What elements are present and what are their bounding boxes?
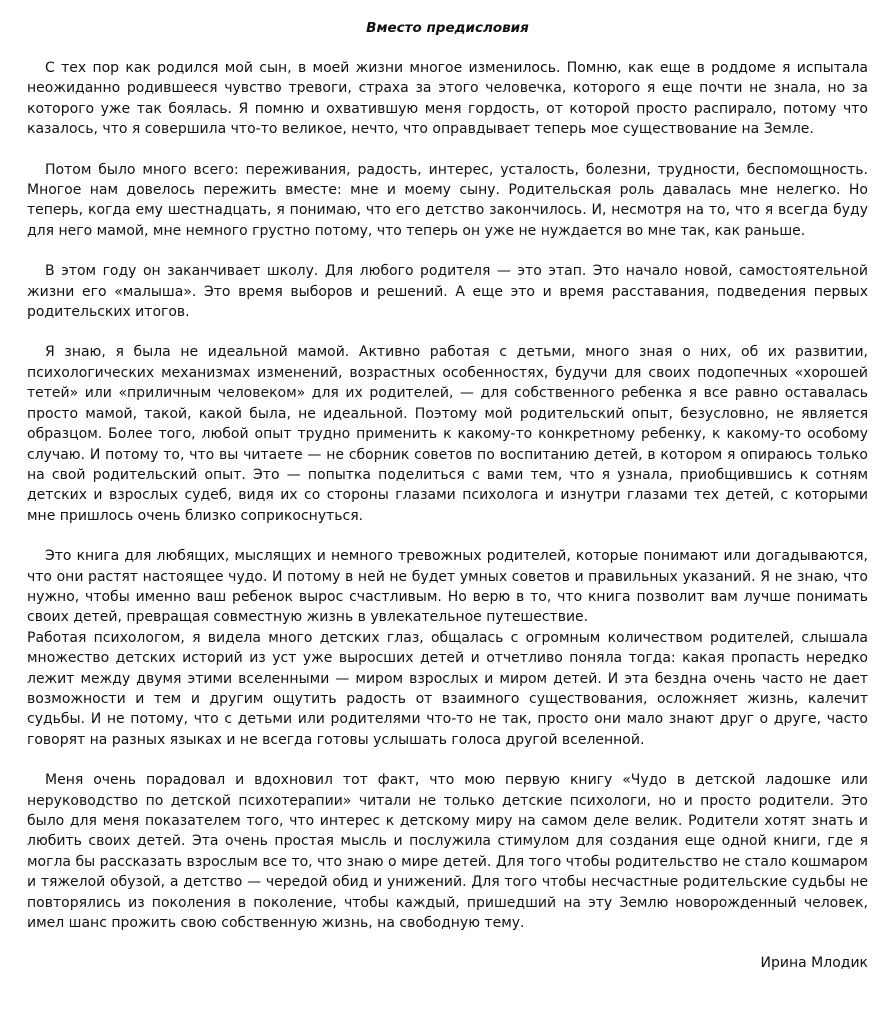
paragraph-7: Меня очень порадовал и вдохновил тот факт, что мою первую книгу «Чудо в детской ладошке или неруководство по детской психотерапии» читали не только детские психологи, но и просто родители. Это было для меня показателем того, что интерес к детскому миру на самом деле велик. Родители хотят знать и любить своих детей. Эта очень простая мысль и послужила стимулом для создания еще одной книги, где я могла бы рассказать взрослым все то, что знаю о мире детей. Для того чтобы родительство не стало кошмаром и тяжелой обузой, а детство — чередой обид и унижений. Для того чтобы несчастные родительские судьбы не повторялись из поколения в поколение, чтобы каждый, пришедший на эту Землю новорожденный человек, имел шанс прожить свою собственную жизнь, на свободную тему. bbox=[27, 772, 868, 932]
paragraph-5: Это книга для любящих, мыслящих и немного тревожных родителей, которые понимают или догадываются, что они растят настоящее чудо. И потому в ней не будет умных советов и правильных указаний. Я не знаю, что нужно, чтобы именно ваш ребенок вырос счастливым. Но верю в то, что книга позволит вам лучше понимать своих детей, превращая совместную жизнь в увлекательное путешествие. bbox=[27, 548, 868, 626]
paragraph-4: Я знаю, я была не идеальной мамой. Активно работая с детьми, много зная о них, об их развитии, психологических механизмах изменений, возрастных особенностях, будучи для своих подопечных «хорошей тетей» или «приличным человеком» для их родителей, — для собственного ребенка я все равно оставалась просто мамой, такой, какой была, не идеальной. Поэтому мой родительский опыт, безусловно, не является образцом. Более того, любой опыт трудно применить к какому-то конкретному ребенку, к какому-то особому случаю. И потому то, что вы читаете — не сборник советов по воспитанию детей, в котором я опираюсь только на свой родительский опыт. Это — попытка поделиться с вами тем, что я узнала, приобщившись к сотням детских и взрослых судеб, видя их со стороны глазами психолога и изнутри глазами тех детей, с которыми мне пришлось очень близко соприкоснуться. bbox=[27, 344, 868, 524]
paragraph-6: Работая психологом, я видела много детских глаз, общалась с огромным количеством родителей, слышала множество детских историй из уст уже выросших детей и отчетливо поняла тогда: какая пропасть нередко лежит между двумя этими вселенными — миром взрослых и миром детей. И эта бездна очень часто не дает возможности и тем и другим ощутить радость от взаимного существования, осложняет жизнь, калечит судьбы. И не потому, что с детьми или родителями что-то не так, просто они мало знают друг о друге, часто говорят на разных языках и не всегда готовы услышать голоса другой вселенной. bbox=[27, 629, 868, 748]
author-signature: Ирина Млодик bbox=[760, 955, 868, 972]
paragraph-1: С тех пор как родился мой сын, в моей жизни многое изменилось. Помню, как еще в роддоме я испытала неожиданно родившееся чувство тревоги, страха за этого человечка, которого я еще почти не знала, но за которого уже так боялась. Я помню и охватившую меня гордость, от которой просто распирало, потому что казалось, что я совершила что-то великое, нечто, что оправдывает теперь мое существование на Земле. bbox=[27, 60, 868, 138]
paragraph-2: Потом было много всего: переживания, радость, интерес, усталость, болезни, трудности, беспомощность. Многое нам довелось пережить вместе: мне и моему сыну. Родительская роль давалась мне нелегко. Но теперь, когда ему шестнадцать, я понимаю, что его детство закончилось. И, несмотря на то, что я всегда буду для него мамой, мне немного грустно потому, что теперь он уже не нуждается во мне так, как раньше. bbox=[27, 161, 868, 239]
paragraph-3: В этом году он заканчивает школу. Для любого родителя — это этап. Это начало новой, самостоятельной жизни его «малыша». Это время выборов и решений. А еще это и время расставания, подведения первых родительских итогов. bbox=[27, 263, 868, 321]
document-title: Вместо предисловия bbox=[366, 20, 529, 36]
